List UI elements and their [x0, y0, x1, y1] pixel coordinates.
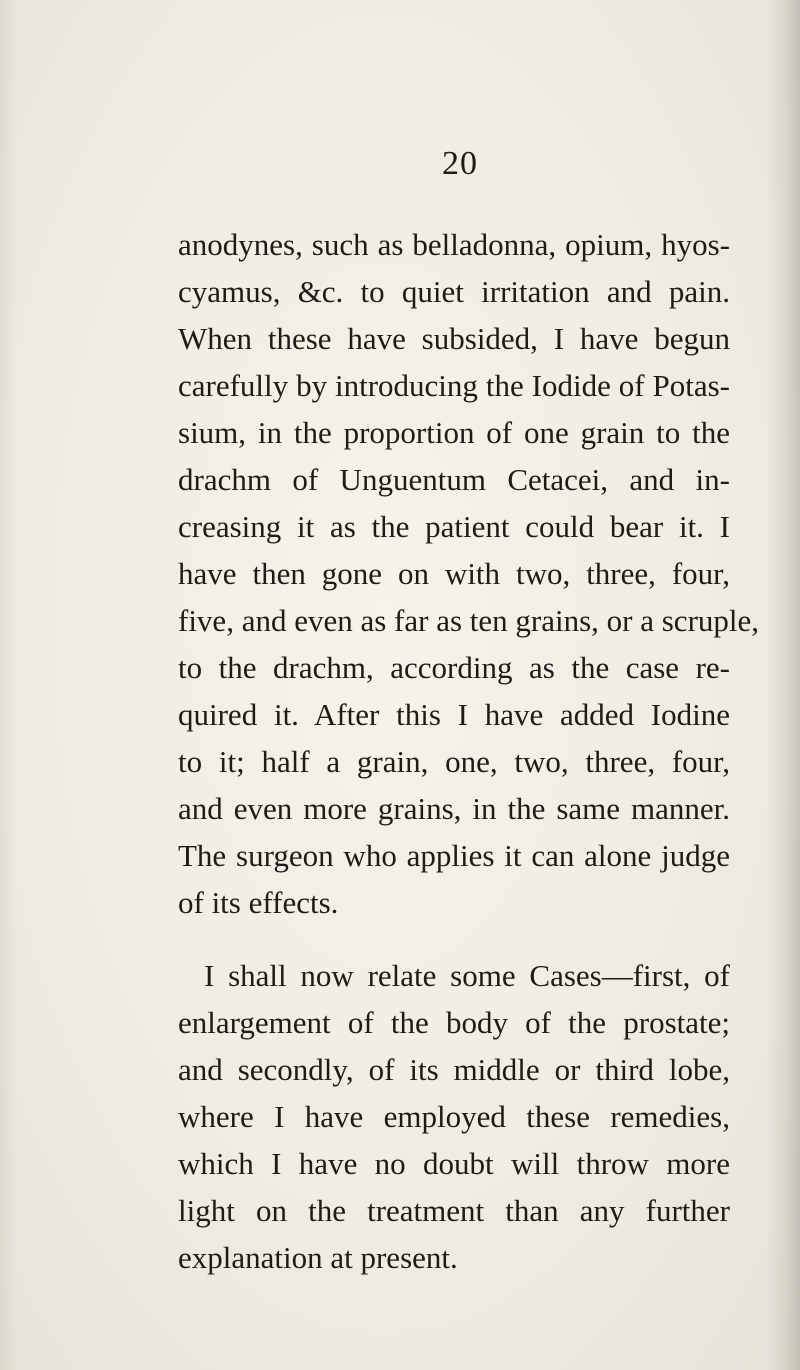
text-line: The surgeon who applies it can alone judge [178, 838, 730, 873]
page-number: 20 [442, 145, 478, 182]
text-line: to the drachm, according as the case re- [178, 650, 730, 685]
gutter-shadow [0, 0, 18, 1370]
text-line: carefully by introducing the Iodide of Potas- [178, 368, 730, 403]
text-line: and secondly, of its middle or third lobe, [178, 1052, 730, 1087]
text-line: which I have no doubt will throw more [178, 1146, 730, 1181]
text-line: cyamus, &c. to quiet irritation and pain. [178, 274, 730, 309]
text-line: and even more grains, in the same manner. [178, 791, 730, 826]
text-line: five, and even as far as ten grains, or a scruple, [178, 603, 760, 638]
text-line: where I have employed these remedies, [178, 1099, 730, 1134]
text-line: creasing it as the patient could bear it. I [178, 509, 730, 544]
text-line: quired it. After this I have added Iodine [178, 697, 730, 732]
text-line: anodynes, such as belladonna, opium, hyos- [178, 227, 730, 262]
text-line: of its effects. [178, 885, 339, 920]
text-line: I shall now relate some Cases—first, of [204, 958, 730, 993]
text-line: drachm of Unguentum Cetacei, and in- [178, 462, 730, 497]
text-line: have then gone on with two, three, four, [178, 556, 730, 591]
text-line: explanation at present. [178, 1240, 458, 1275]
page-edge-shadow [766, 0, 800, 1370]
text-line: sium, in the proportion of one grain to the [178, 415, 730, 450]
text-line: enlargement of the body of the prostate; [178, 1005, 730, 1040]
text-line: When these have subsided, I have begun [178, 321, 730, 356]
text-line: to it; half a grain, one, two, three, four, [178, 744, 730, 779]
text-line: light on the treatment than any further [178, 1193, 730, 1228]
